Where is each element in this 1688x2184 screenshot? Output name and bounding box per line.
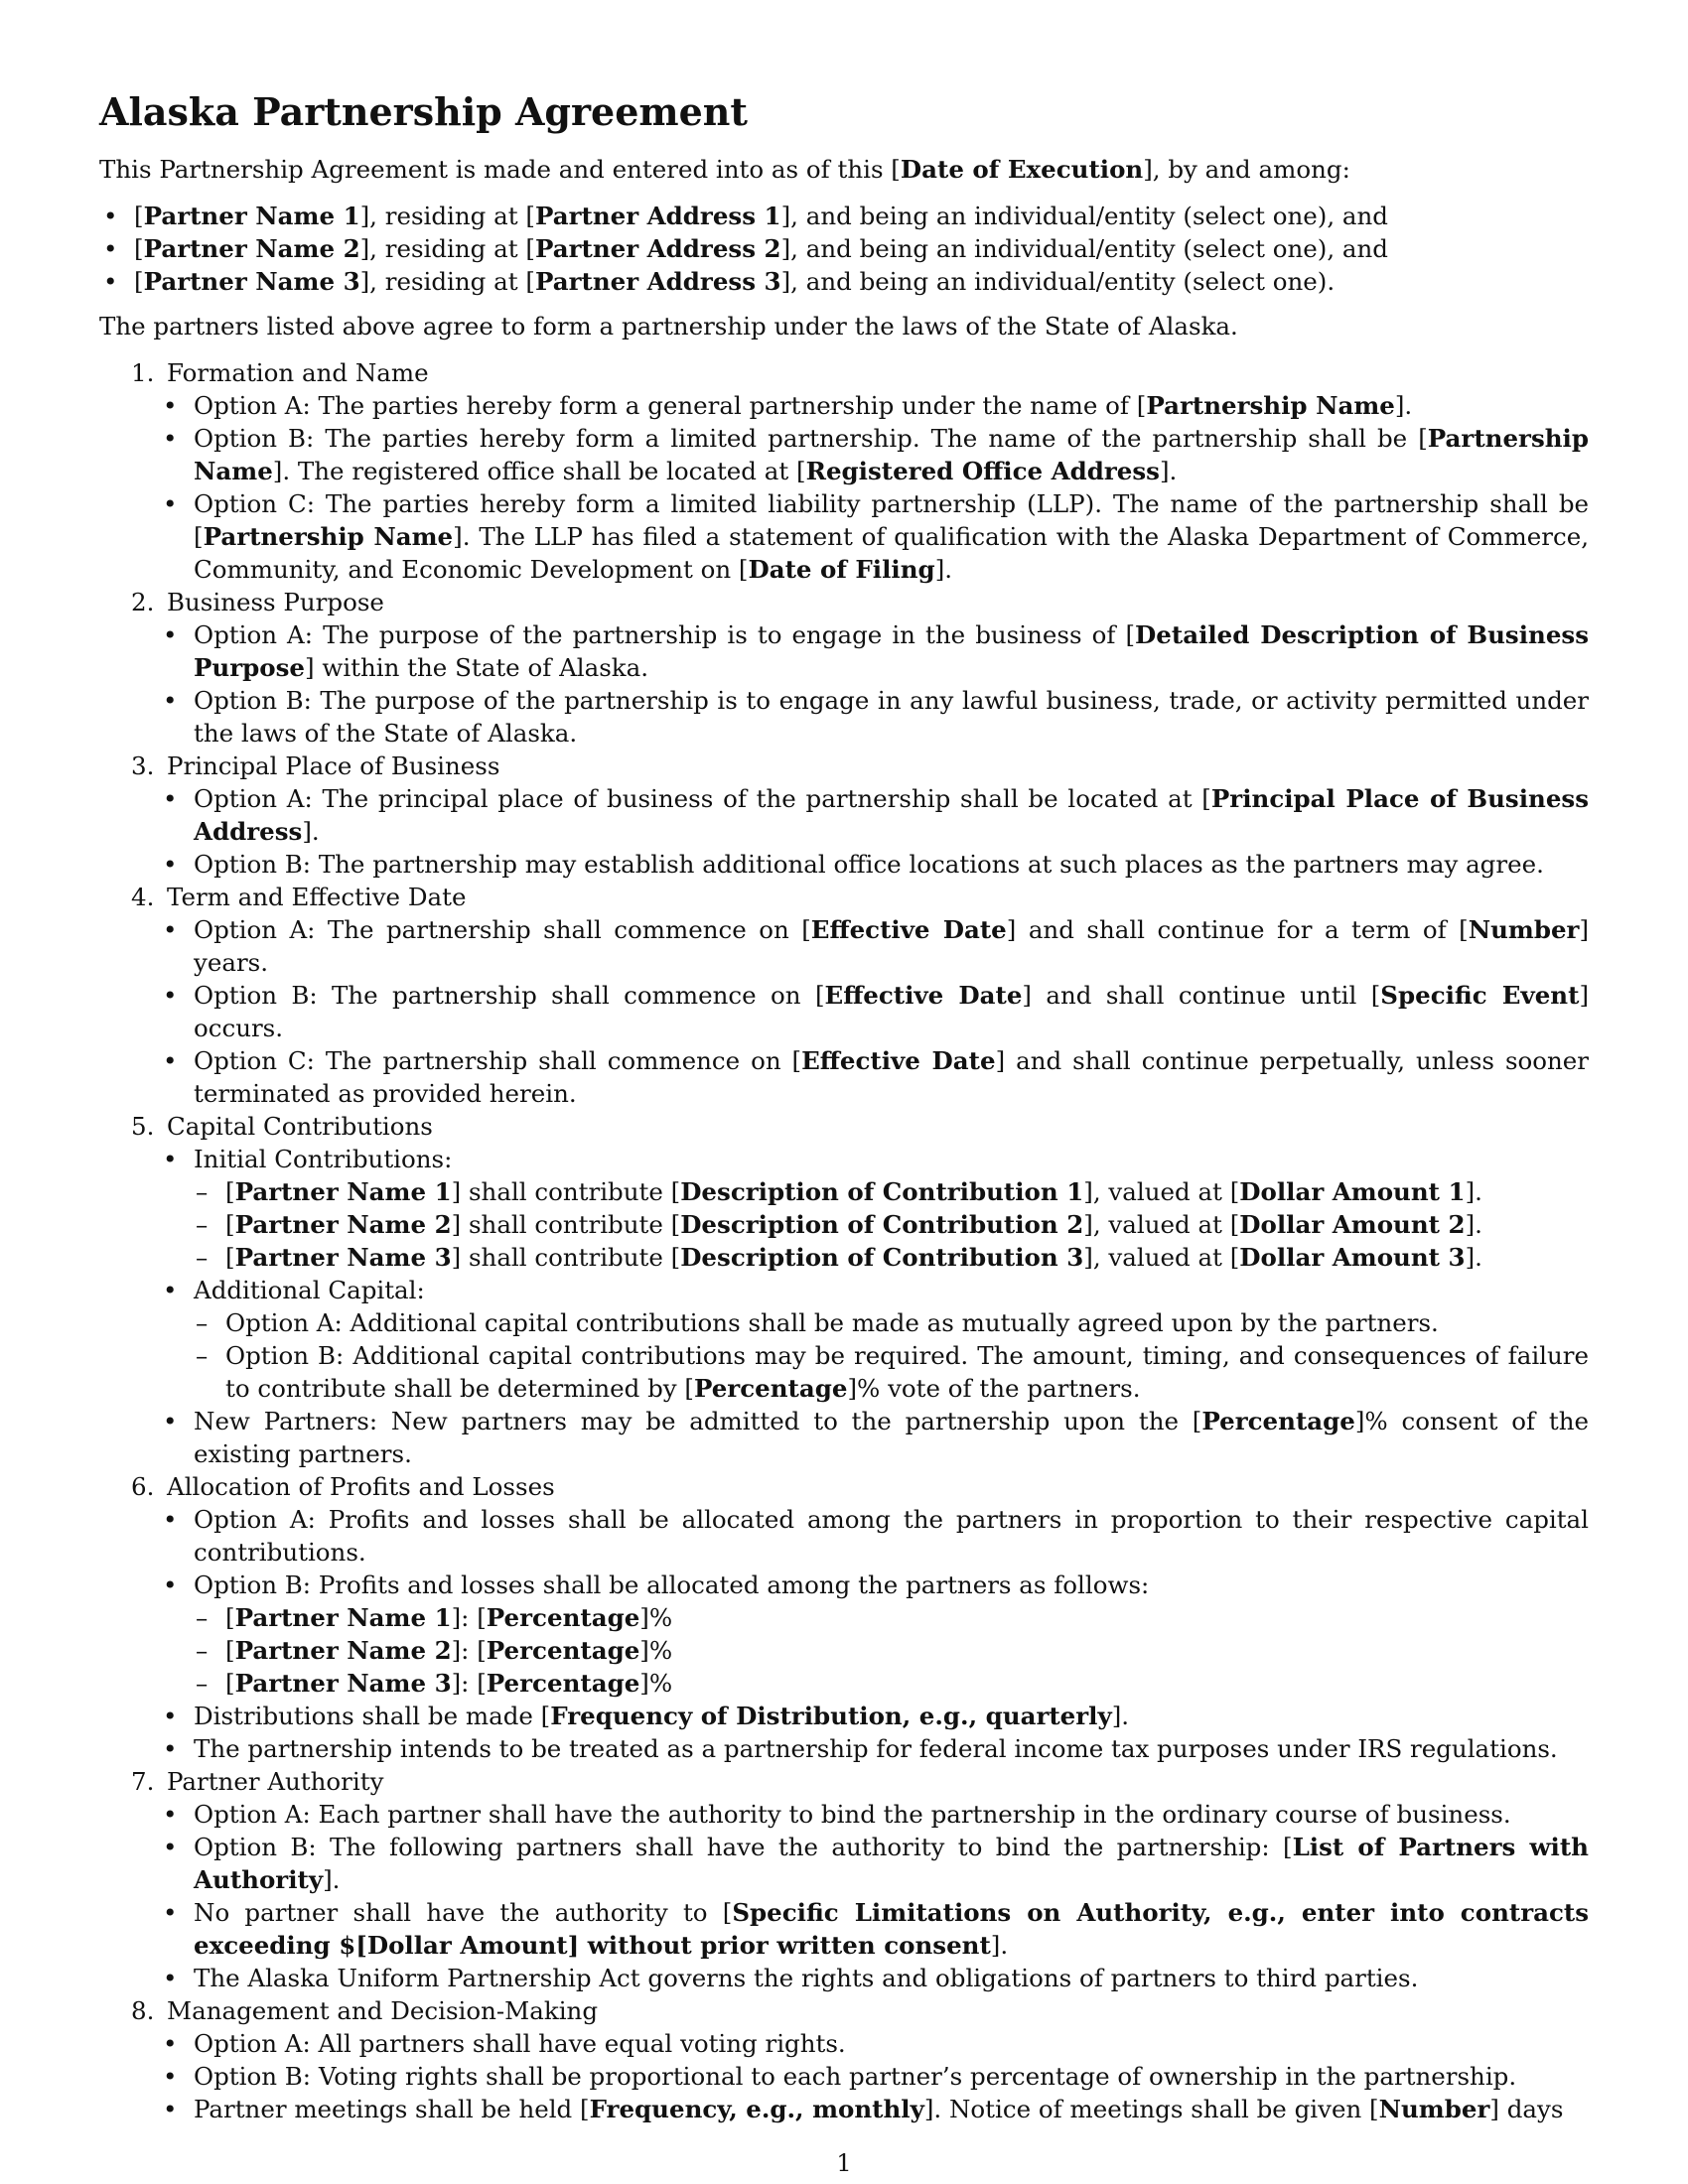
tax-treatment: • The partnership intends to be treated as a partnership for federal income tax purposes under IRS regulations. xyxy=(159,1732,1589,1765)
distributions: • Distributions shall be made [Frequency of Distribution, e.g., quarterly]. xyxy=(159,1700,1589,1732)
allocation-item: – [Partner Name 2]: [Percentage]% xyxy=(194,1634,1589,1667)
section-title: Principal Place of Business xyxy=(167,751,500,780)
partner-item: • [Partner Name 2], residing at [Partner Address 2], and being an individual/entity (select one), and xyxy=(99,232,1589,265)
option-a: • Option A: The principal place of business of the partnership shall be located at [Principal Place of Business Address]. xyxy=(159,782,1589,848)
option-b: • Option B: The parties hereby form a limited partnership. The name of the partnership shall be [Partnership Name]. The registered office shall be located at [Registered Office Address]. xyxy=(159,422,1589,487)
contribution-item: – [Partner Name 3] shall contribute [Description of Contribution 3], valued at [Dollar Amount 3]. xyxy=(194,1241,1589,1274)
laws-paragraph: The partners listed above agree to form a partnership under the laws of the State of Alaska. xyxy=(99,312,1238,341)
section-title: Management and Decision-Making xyxy=(167,1996,599,2025)
option-a: • Option A: Each partner shall have the authority to bind the partnership in the ordinary course of business. xyxy=(159,1798,1589,1831)
page-number: 1 xyxy=(836,2149,852,2177)
option-b: • Option B: Profits and losses shall be allocated among the partners as follows: – [Partner Name 1]: [Percentage]% – [Partner Name 2]: [Percentage]% – [Partner Name 3]: [Percentage]% xyxy=(159,1569,1589,1700)
option-a: • Option A: The purpose of the partnership is to engage in the business of [Detailed Description of Business Purpose] within the State of Alaska. xyxy=(159,618,1589,684)
option-a: – Option A: Additional capital contributions shall be made as mutually agreed upon by the partners. xyxy=(194,1306,1589,1339)
option-a: • Option A: The parties hereby form a general partnership under the name of [Partnership Name]. xyxy=(159,389,1589,422)
option-b: • Option B: The partnership shall commence on [Effective Date] and shall continue until [Specific Event] occurs. xyxy=(159,979,1589,1044)
section-term: 4. Term and Effective Date • Option A: The partnership shall commence on [Effective Date] and shall continue for a term of [Number] years. • Option B: The partnership shall commence on [Effective Date] and shall continue until [Specific Event] occurs. • Option C: The partnership shall commence on [Effective Date] and shall continue perpetually, unless sooner terminated as provided herein. xyxy=(99,881,1589,1110)
option-b: • Option B: Voting rights shall be proportional to each partner’s percentage of ownership in the partnership. xyxy=(159,2060,1589,2093)
section-formation: 1. Formation and Name • Option A: The parties hereby form a general partnership under the name of [Partnership Name]. • Option B: The parties hereby form a limited partnership. The name of the partnership shall be [Partnership Name]. The registered office shall be located at [Registered Office Address]. • Option C: The parties hereby form a limited liability partnership (LLP). The name of the partnership shall be [Partnership Name]. The LLP has filed a statement of qualification with the Alaska Department of Commerce, Community, and Economic Development on [Date of Filing]. xyxy=(99,356,1589,586)
section-title: Business Purpose xyxy=(167,588,384,616)
section-principal-place: 3. Principal Place of Business • Option A: The principal place of business of the partnership shall be located at [Principal Place of Business Address]. • Option B: The partnership may establish additional office locations at such places as the partners may agree. xyxy=(99,750,1589,881)
option-c: • Option C: The partnership shall commence on [Effective Date] and shall continue perpetually, unless sooner terminated as provided herein. xyxy=(159,1044,1589,1110)
section-title: Allocation of Profits and Losses xyxy=(167,1472,555,1501)
section-title: Partner Authority xyxy=(167,1767,384,1796)
section-title: Formation and Name xyxy=(167,358,429,387)
option-a: • Option A: Profits and losses shall be allocated among the partners in proportion to their respective capital contributions. xyxy=(159,1503,1589,1569)
new-partners: • New Partners: New partners may be admitted to the partnership upon the [Percentage]% consent of the existing partners. xyxy=(159,1405,1589,1470)
additional-capital: • Additional Capital: – Option A: Additional capital contributions shall be made as mutually agreed upon by the partners. – Option B: Additional capital contributions may be required. The amount, timing, and consequences of failure to contribute shall be determined by [Percentage]% vote of the partners. xyxy=(159,1274,1589,1405)
section-management: 8. Management and Decision-Making • Option A: All partners shall have equal voting rights. • Option B: Voting rights shall be proportional to each partner’s percentage of ownership in the partnership. • Partner meetings shall be held [Frequency, e.g., monthly]. Notice of meetings shall be given [Number] days xyxy=(99,1994,1589,2125)
option-b: • Option B: The partnership may establish additional office locations at such places as the partners may agree. xyxy=(159,848,1589,881)
section-capital: 5. Capital Contributions • Initial Contributions: – [Partner Name 1] shall contribute [Description of Contribution 1], valued at [Dollar Amount 1]. – [Partner Name 2] shall contribute [Description of Contribution 2], valued at [Dollar Amount 2]. – [Partner Name 3] shall contribute [Description of Contribution 3], valued at [Dollar Amount 3]. • Additional Capital: – Option A: Additional capital contributions shall be made as mutually agreed upon by the partners. – Option B: Additional capital contributions may be required. The amount, timing, and consequences of failure to contribute shall be determined by [Percentage]% vote of the partners. • New Partners: New partners may be admitted to the partnership upon the [Percentage]% consent of the existing partners. xyxy=(99,1110,1589,1470)
option-b: • Option B: The purpose of the partnership is to engage in any lawful business, trade, or activity permitted under the laws of the State of Alaska. xyxy=(159,684,1589,750)
option-a: • Option A: All partners shall have equal voting rights. xyxy=(159,2027,1589,2060)
contribution-item: – [Partner Name 2] shall contribute [Description of Contribution 2], valued at [Dollar Amount 2]. xyxy=(194,1208,1589,1241)
governing-act: • The Alaska Uniform Partnership Act governs the rights and obligations of partners to third parties. xyxy=(159,1962,1589,1994)
partner-item: • [Partner Name 1], residing at [Partner Address 1], and being an individual/entity (select one), and xyxy=(99,200,1589,232)
allocation-item: – [Partner Name 3]: [Percentage]% xyxy=(194,1667,1589,1700)
contribution-item: – [Partner Name 1] shall contribute [Description of Contribution 1], valued at [Dollar Amount 1]. xyxy=(194,1175,1589,1208)
section-title: Capital Contributions xyxy=(167,1112,433,1141)
document-title: Alaska Partnership Agreement xyxy=(99,89,748,134)
initial-contributions: • Initial Contributions: – [Partner Name 1] shall contribute [Description of Contribution 1], valued at [Dollar Amount 1]. – [Partner Name 2] shall contribute [Description of Contribution 2], valued at [Dollar Amount 2]. – [Partner Name 3] shall contribute [Description of Contribution 3], valued at [Dollar Amount 3]. xyxy=(159,1143,1589,1274)
intro-paragraph: This Partnership Agreement is made and entered into as of this [Date of Execution], by and among: xyxy=(99,155,1350,184)
option-c: • Option C: The parties hereby form a limited liability partnership (LLP). The name of the partnership shall be [Partnership Name]. The LLP has filed a statement of qualification with the Alaska Department of Commerce, Community, and Economic Development on [Date of Filing]. xyxy=(159,487,1589,586)
sections-list xyxy=(99,356,1589,2125)
authority-limitation: • No partner shall have the authority to [Specific Limitations on Authority, e.g., enter into contracts exceeding $[Dollar Amount] without prior written consent]. xyxy=(159,1896,1589,1962)
partner-item: • [Partner Name 3], residing at [Partner Address 3], and being an individual/entity (select one). xyxy=(99,265,1589,298)
option-b: – Option B: Additional capital contributions may be required. The amount, timing, and consequences of failure to contribute shall be determined by [Percentage]% vote of the partners. xyxy=(194,1339,1589,1405)
option-b: • Option B: The following partners shall have the authority to bind the partnership: [List of Partners with Authority]. xyxy=(159,1831,1589,1896)
allocation-item: – [Partner Name 1]: [Percentage]% xyxy=(194,1601,1589,1634)
document-page xyxy=(99,89,1589,2125)
option-a: • Option A: The partnership shall commence on [Effective Date] and shall continue for a term of [Number] years. xyxy=(159,913,1589,979)
partner-meetings: • Partner meetings shall be held [Frequency, e.g., monthly]. Notice of meetings shall be given [Number] days xyxy=(159,2093,1589,2125)
section-business-purpose: 2. Business Purpose • Option A: The purpose of the partnership is to engage in the business of [Detailed Description of Business Purpose] within the State of Alaska. • Option B: The purpose of the partnership is to engage in any lawful business, trade, or activity permitted under the laws of the State of Alaska. xyxy=(99,586,1589,750)
partner-list xyxy=(99,200,1589,298)
section-title: Term and Effective Date xyxy=(167,883,467,911)
section-profits-losses: 6. Allocation of Profits and Losses • Option A: Profits and losses shall be allocated among the partners in proportion to their respective capital contributions. • Option B: Profits and losses shall be allocated among the partners as follows: – [Partner Name 1]: [Percentage]% – [Partner Name 2]: [Percentage]% – [Partner Name 3]: [Percentage]% • Distributions shall be made [Frequency of Distribution, e.g., quarterly]. • The partnership intends to be treated as a partnership for federal income tax purposes under IRS regulations. xyxy=(99,1470,1589,1765)
section-partner-authority: 7. Partner Authority • Option A: Each partner shall have the authority to bind the partnership in the ordinary course of business. • Option B: The following partners shall have the authority to bind the partnership: [List of Partners with Authority]. • No partner shall have the authority to [Specific Limitations on Authority, e.g., enter into contracts exceeding $[Dollar Amount] without prior written consent]. • The Alaska Uniform Partnership Act governs the rights and obligations of partners to third parties. xyxy=(99,1765,1589,1994)
